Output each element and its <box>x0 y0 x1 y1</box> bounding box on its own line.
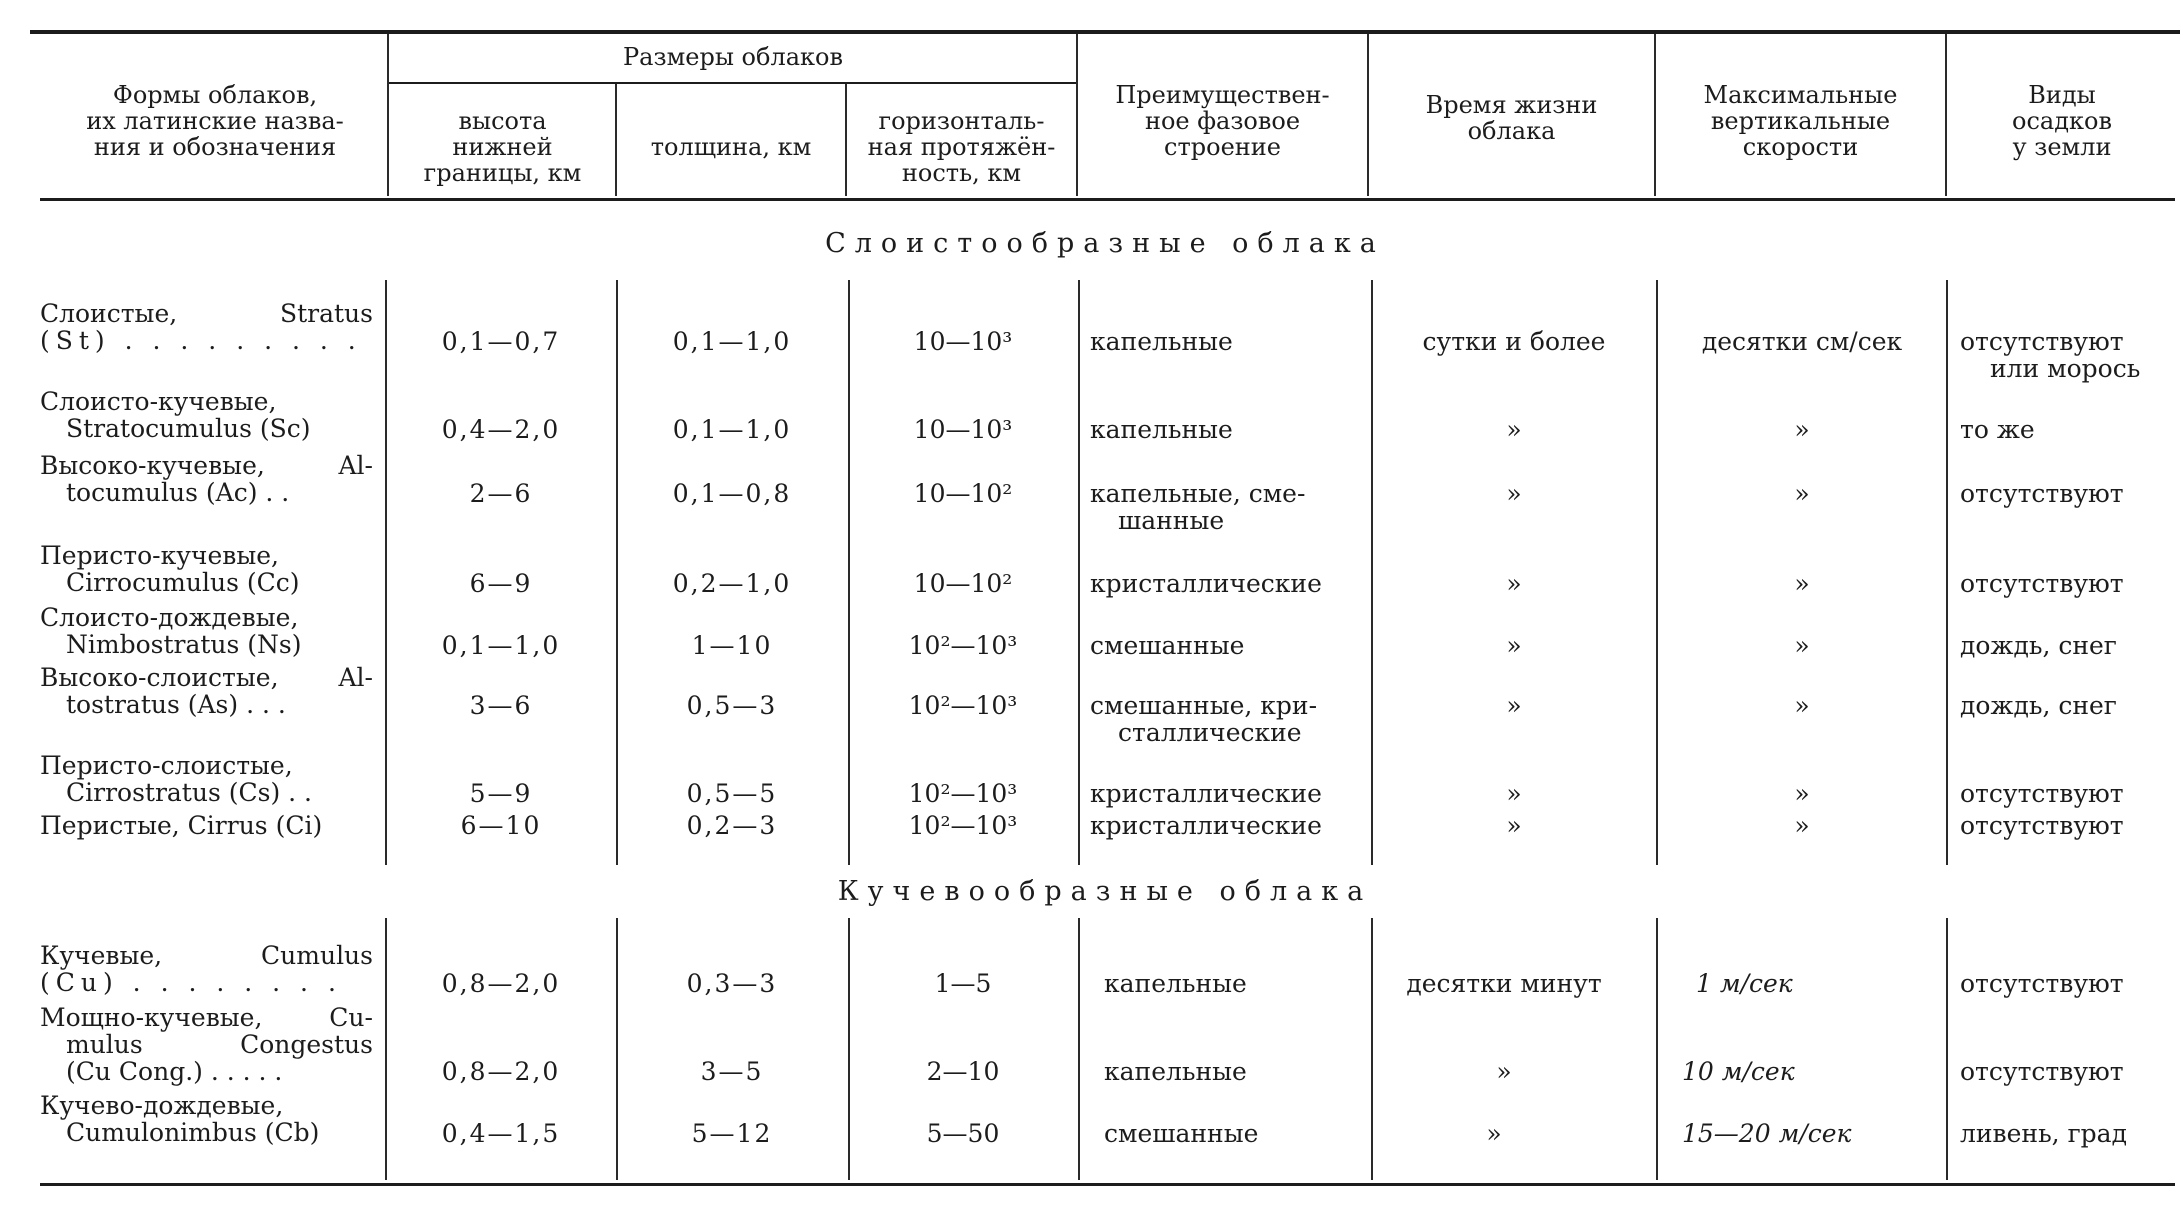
table-cell-height: 2—6 <box>469 479 533 508</box>
table-cell-precipitation: дождь, снег <box>1960 631 2117 660</box>
table-cell-precipitation: отсутствуют <box>1960 779 2124 808</box>
table-cell-lifetime: » <box>1506 631 1522 660</box>
table-cell-thickness: 0,3—3 <box>686 969 778 998</box>
s1-divider-4 <box>1078 280 1080 865</box>
table-cell-speed: » <box>1794 779 1810 808</box>
header-phase-structure: Преимуществен- ное фазовое строение <box>1115 81 1330 161</box>
table-cell-height: 5—9 <box>469 779 533 808</box>
table-cell-thickness: 5—12 <box>691 1119 773 1148</box>
table-row-altostratus-name: Высоко-слоистые, Al- tostratus (As) . . . <box>40 663 373 719</box>
table-cell-lifetime: сутки и более <box>1422 327 1606 356</box>
header-precipitation-types: Виды осадков у земли <box>2012 81 2112 161</box>
table-cell-height: 0,1—0,7 <box>441 327 561 356</box>
table-cell-thickness: 0,2—3 <box>686 811 778 840</box>
table-cell-thickness: 0,2—1,0 <box>672 569 792 598</box>
table-cell-phase: смешанные <box>1104 1119 1259 1148</box>
header-cloud-lifetime: Время жизни облака <box>1425 91 1598 145</box>
table-cell-extent: 1—5 <box>934 969 992 998</box>
table-cell-precipitation: отсутствуют <box>1960 811 2124 840</box>
table-cell-speed: » <box>1794 631 1810 660</box>
table-cell-lifetime: » <box>1496 1057 1512 1086</box>
table-cell-thickness: 0,1—0,8 <box>672 479 792 508</box>
header-thickness: толщина, км <box>650 133 812 161</box>
header-cloud-forms: Формы облаков, их латинские назва- ния и обозначения <box>86 81 344 161</box>
table-cell-thickness: 0,1—1,0 <box>672 415 792 444</box>
header-base-height: высота нижней границы, км <box>423 107 582 187</box>
table-cell-lifetime: » <box>1506 691 1522 720</box>
table-cell-extent: 10—10³ <box>913 327 1013 356</box>
table-cell-phase: капельные, сме- шанные <box>1090 479 1306 535</box>
table-cell-thickness: 0,1—1,0 <box>672 327 792 356</box>
table-cell-extent: 10²—10³ <box>908 779 1018 808</box>
table-cell-speed: » <box>1794 479 1810 508</box>
table-cell-lifetime: » <box>1506 811 1522 840</box>
table-cell-height: 6—10 <box>460 811 542 840</box>
table-row-cirrostratus-name: Перисто-слоистые, Cirrostratus (Cs) . . <box>40 751 312 807</box>
table-cell-phase: капельные <box>1104 1057 1247 1086</box>
table-cell-phase: кристаллические <box>1090 811 1322 840</box>
table-cell-thickness: 1—10 <box>691 631 773 660</box>
table-cell-extent: 10²—10³ <box>908 691 1018 720</box>
table-cell-height: 0,4—1,5 <box>441 1119 561 1148</box>
table-cell-height: 3—6 <box>469 691 533 720</box>
table-cell-lifetime: десятки минут <box>1406 969 1602 998</box>
s2-divider-6 <box>1656 918 1658 1180</box>
table-cell-phase: кристаллические <box>1090 779 1322 808</box>
table-cell-extent: 10—10² <box>913 569 1013 598</box>
header-max-vertical-speeds: Максимальные вертикальные скорости <box>1703 81 1898 161</box>
table-cell-extent: 5—50 <box>926 1119 1000 1148</box>
table-cell-precipitation: отсутствуют <box>1960 1057 2124 1086</box>
table-cell-extent: 10²—10³ <box>908 631 1018 660</box>
table-cell-speed: » <box>1794 569 1810 598</box>
table-cell-lifetime: » <box>1486 1119 1502 1148</box>
table-row-altocumulus-name: Высоко-кучевые, Al- tocumulus (Ac) . . <box>40 451 373 507</box>
table-cell-speed: » <box>1794 811 1810 840</box>
table-row-nimbostratus-name: Слоисто-дождевые, Nimbostratus (Ns) <box>40 603 302 659</box>
header-bottom-rule <box>40 198 2175 201</box>
header-divider-1 <box>387 34 389 196</box>
table-cell-lifetime: » <box>1506 479 1522 508</box>
table-cell-extent: 2—10 <box>926 1057 1000 1086</box>
table-cell-thickness: 0,5—5 <box>686 779 778 808</box>
table-cell-phase: смешанные, кри- сталлические <box>1090 691 1318 747</box>
table-cell-speed: 10 м/сек <box>1682 1057 1795 1086</box>
table-row-cirrus-name: Перистые, Cirrus (Ci) <box>40 811 323 840</box>
table-cell-precipitation: отсутствуют <box>1960 969 2124 998</box>
table-top-rule <box>30 30 2180 34</box>
table-cell-lifetime: » <box>1506 779 1522 808</box>
table-row-stratocumulus-name: Слоисто-кучевые, Stratocumulus (Sc) <box>40 387 311 443</box>
table-cell-speed: 1 м/сек <box>1696 969 1793 998</box>
table-cell-speed: 15—20 м/сек <box>1682 1119 1852 1148</box>
table-row-cumulonimbus-name: Кучево-дождевые, Cumulonimbus (Cb) <box>40 1091 320 1147</box>
section-title-cumuliform: Кучевообразные облака <box>837 876 1373 907</box>
table-cell-speed: десятки см/сек <box>1701 327 1903 356</box>
header-horizontal-extent: горизонталь- ная протяжён- ность, км <box>867 107 1056 187</box>
table-cell-precipitation: отсутствуют <box>1960 569 2124 598</box>
header-cloud-sizes: Размеры облаков <box>623 43 843 71</box>
table-row-cirrocumulus-name: Перисто-кучевые, Cirrocumulus (Cc) <box>40 541 300 597</box>
table-row-stratus-name: Слоистые, Stratus (St) . . . . . . . . . <box>40 299 373 355</box>
table-cell-height: 0,8—2,0 <box>441 1057 561 1086</box>
table-cell-precipitation: дождь, снег <box>1960 691 2117 720</box>
table-cell-phase: капельные <box>1090 327 1233 356</box>
table-cell-phase: кристаллические <box>1090 569 1322 598</box>
table-row-cumulus-congestus-name: Мощно-кучевые, Cu- mulus Congestus (Cu Cong.) . . . . . <box>40 1003 373 1086</box>
table-cell-precipitation: ливень, град <box>1960 1119 2127 1148</box>
table-cell-precipitation: то же <box>1960 415 2035 444</box>
s1-divider-7 <box>1946 280 1948 865</box>
table-cell-thickness: 3—5 <box>700 1057 764 1086</box>
table-cell-height: 0,4—2,0 <box>441 415 561 444</box>
section-title-stratiform: Слоистообразные облака <box>825 228 1385 259</box>
sizes-group-rule <box>388 82 1078 84</box>
table-cell-extent: 10—10³ <box>913 415 1013 444</box>
table-cell-lifetime: » <box>1506 415 1522 444</box>
table-cell-phase: капельные <box>1090 415 1233 444</box>
table-cell-height: 0,8—2,0 <box>441 969 561 998</box>
table-cell-precipitation: отсутствуют или морось <box>1960 327 2141 383</box>
table-cell-extent: 10²—10³ <box>908 811 1018 840</box>
table-cell-lifetime: » <box>1506 569 1522 598</box>
s2-divider-4 <box>1078 918 1080 1180</box>
table-cell-height: 6—9 <box>469 569 533 598</box>
table-bottom-rule <box>40 1183 2175 1186</box>
table-cell-precipitation: отсутствуют <box>1960 479 2124 508</box>
table-cell-height: 0,1—1,0 <box>441 631 561 660</box>
table-cell-thickness: 0,5—3 <box>686 691 778 720</box>
table-cell-phase: смешанные <box>1090 631 1245 660</box>
table-row-cumulus-name: Кучевые, Cumulus (Cu) . . . . . . . . <box>40 941 373 997</box>
s2-divider-7 <box>1946 918 1948 1180</box>
table-cell-speed: » <box>1794 415 1810 444</box>
table-cell-phase: капельные <box>1104 969 1247 998</box>
table-cell-speed: » <box>1794 691 1810 720</box>
table-cell-extent: 10—10² <box>913 479 1013 508</box>
